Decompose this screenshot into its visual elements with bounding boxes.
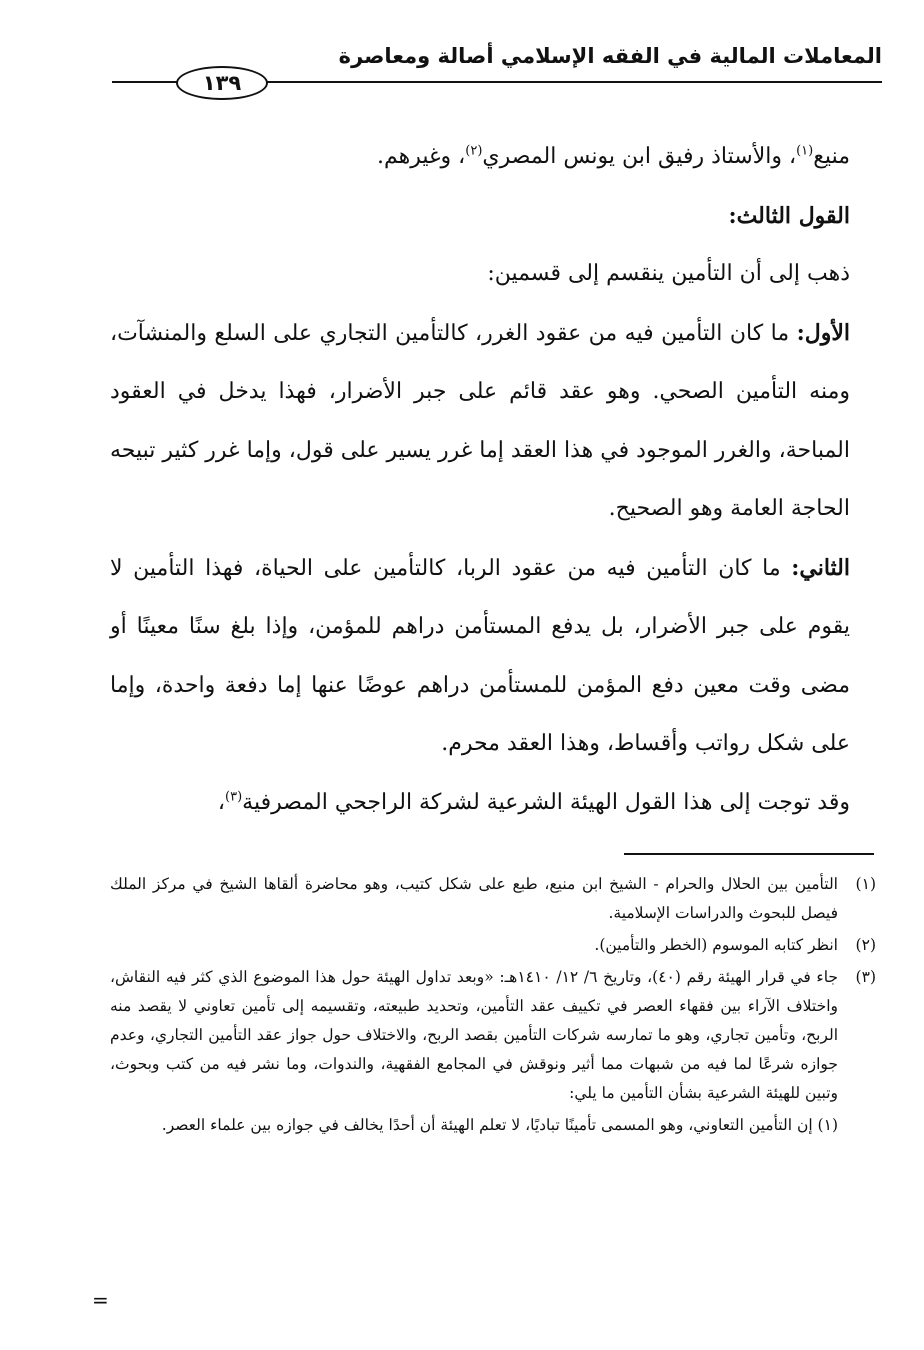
page-number: ١٣٩ xyxy=(176,66,268,100)
footnote-text: التأمين بين الحلال والحرام - الشيخ ابن منيع، طبع على شكل كتيب، وهو محاضرة ألقاها الشيخ في مركز الملك فيصل للبحوث والدراسات الإسلامية. xyxy=(110,875,838,922)
second-lead: الثاني: xyxy=(791,554,850,581)
footnote-2 xyxy=(110,931,876,960)
section-heading: القول الثالث: xyxy=(728,202,850,229)
first-lead: الأول: xyxy=(796,319,850,346)
footnote-ref-1: (١) xyxy=(796,143,814,159)
footnote-number: (١) xyxy=(855,875,876,893)
paragraph-first xyxy=(110,304,850,539)
footnote-1 xyxy=(110,870,876,928)
footnote-3 xyxy=(110,963,876,1108)
footnote-3-item-1: (١) إن التأمين التعاوني، وهو المسمى تأمينًا تباديًا، لا تعلم الهيئة أن أحدًا يخالف في جوازه بين علماء العصر. xyxy=(161,1116,838,1134)
footnote-number: (٢) xyxy=(855,936,876,954)
text-segment: منيع xyxy=(813,144,850,169)
paragraph-second xyxy=(110,539,850,774)
text-segment: وقد توجت إلى هذا القول الهيئة الشرعية لشركة الراجحي المصرفية xyxy=(242,789,850,815)
page-header xyxy=(112,36,882,96)
continuation-mark: = xyxy=(92,1288,109,1312)
footnote-text: جاء في قرار الهيئة رقم (٤٠)، وتاريخ ٦/ ١٢/ ١٤١٠هـ: «وبعد تداول الهيئة حول هذا الموضوع الذي كثر فيه النقاش، واختلاف الآراء بين فقهاء العصر في تكييف عقد التأمين، وتحديد طبيعته، وتقسيمه إلى تأمين تعاوني لا يقصد منه الربح، وتأمين تجاري، وهو ما تمارسه شركات التأمين بقصد الربح، والاختلاف حول جواز عقد التأمين التجاري، وعدم جوازه شرعًا لما فيه من شبهات مما أثير ونوقش في المجامع الفقهية، والندوات، وما نشر فيه من كتب وبحوث، وتبين للهيئة الشرعية بشأن التأمين ما يلي: xyxy=(110,968,839,1102)
footnote-ref-3: (٣) xyxy=(225,789,243,805)
text-segment: ، xyxy=(217,789,226,815)
main-text xyxy=(110,128,850,832)
text-segment: ، وغيرهم. xyxy=(377,144,466,169)
footnote-ref-2: (٢) xyxy=(465,143,483,159)
paragraph-last xyxy=(110,774,850,833)
footnote-text: انظر كتابه الموسوم (الخطر والتأمين). xyxy=(594,936,838,954)
footnote-number: (٣) xyxy=(855,968,876,986)
paragraph-intro: ذهب إلى أن التأمين ينقسم إلى قسمين: xyxy=(487,261,850,286)
paragraph-continuation xyxy=(110,128,850,187)
second-text: ما كان التأمين فيه من عقود الربا، كالتأمين على الحياة، فهذا التأمين لا يقوم على جبر الأضرار، بل يدفع المستأمن دراهم للمؤمن، وإذا بلغ سنًا معينًا أو مضى وقت معين دفع المؤمن للمستأمن دراهم عوضًا عنها إما دفعة واحدة، وإما على شكل رواتب وأقساط، وهذا العقد محرم. xyxy=(110,555,850,756)
first-text: ما كان التأمين فيه من عقود الغرر، كالتأمين التجاري على السلع والمنشآت، ومنه التأمين الصحي. وهو عقد قائم على جبر الأضرار، فهذا يدخل في العقود المباحة، والغرر الموجود في هذا العقد إما غرر يسير على قول، وإما غرر كثير تبيحه الحاجة العامة وهو الصحيح. xyxy=(110,320,850,521)
footnotes xyxy=(110,870,876,1140)
text-segment: ، والأستاذ رفيق ابن يونس المصري xyxy=(482,144,797,169)
footnote-separator xyxy=(624,853,874,855)
running-title: المعاملات المالية في الفقه الإسلامي أصالة ومعاصرة xyxy=(338,44,882,68)
